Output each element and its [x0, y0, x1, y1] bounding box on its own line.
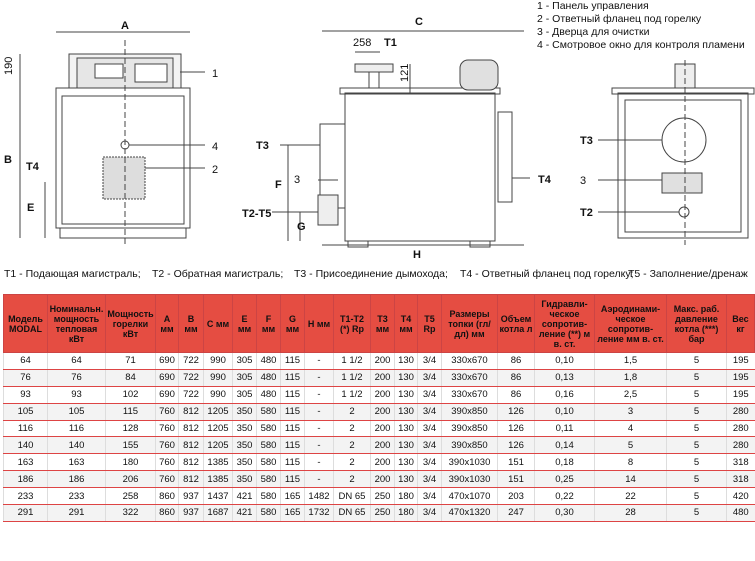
table-cell: 390x1030	[442, 454, 498, 471]
table-cell: 2	[334, 454, 371, 471]
table-cell: 200	[371, 403, 395, 420]
table-cell: 200	[371, 353, 395, 370]
table-cell: -	[305, 403, 334, 420]
table-cell: 690	[156, 386, 179, 403]
table-cell: 0,10	[535, 353, 595, 370]
table-cell: 330x670	[442, 386, 498, 403]
table-cell: 1205	[204, 420, 233, 437]
note-1: 1 - Панель управления	[537, 0, 649, 12]
table-header-cell: Гидравли-ческое сопротив-ление (**) м в. ст.	[535, 295, 595, 353]
back-body	[618, 93, 748, 238]
table-cell: 86	[498, 369, 535, 386]
table-cell: 2	[334, 403, 371, 420]
table-row	[4, 488, 755, 505]
label-190: 190	[3, 56, 15, 75]
table-cell: 580	[257, 454, 281, 471]
legend-t5: T5 - Заполнение/дренаж	[628, 268, 748, 280]
table-cell: 128	[106, 420, 156, 437]
table-cell: 250	[371, 488, 395, 505]
table-cell: 8	[595, 454, 667, 471]
table-cell: 3/4	[418, 471, 442, 488]
table-cell: 350	[233, 454, 257, 471]
label-T3-side: T3	[256, 140, 269, 152]
table-row	[4, 403, 755, 420]
table-cell: 151	[498, 454, 535, 471]
table-cell: 390x1030	[442, 471, 498, 488]
table-header-cell: Размеры топки (гл/дл) мм	[442, 295, 498, 353]
table-cell: 195	[727, 353, 755, 370]
table-cell: 5	[667, 488, 727, 505]
table-cell: 115	[281, 386, 305, 403]
table-header-cell: T1-T2 (*) Rp	[334, 295, 371, 353]
label-T1: T1	[384, 37, 397, 49]
label-T2-back: T2	[580, 207, 593, 219]
table-cell: -	[305, 454, 334, 471]
table-cell: 115	[281, 471, 305, 488]
table-cell: 126	[498, 403, 535, 420]
legend-t1: T1 - Подающая магистраль;	[4, 268, 141, 280]
table-row	[4, 471, 755, 488]
label-T3-back: T3	[580, 135, 593, 147]
table-cell: 1385	[204, 454, 233, 471]
table-cell: 1687	[204, 505, 233, 522]
table-cell: 200	[371, 471, 395, 488]
table-cell: 3/4	[418, 420, 442, 437]
table-cell: 116	[48, 420, 106, 437]
table-cell: 990	[204, 369, 233, 386]
table-cell: 3/4	[418, 505, 442, 522]
table-cell: 1437	[204, 488, 233, 505]
side-body	[345, 93, 495, 241]
table-cell: 3/4	[418, 369, 442, 386]
table-header-cell: Объем котла л	[498, 295, 535, 353]
table-cell: 1,8	[595, 369, 667, 386]
label-T4-front: T4	[26, 161, 39, 173]
connection-legend	[0, 268, 755, 284]
table-cell: 76	[48, 369, 106, 386]
table-cell: 115	[106, 403, 156, 420]
table-cell: 140	[4, 437, 48, 454]
table-header-cell: Модель MODAL	[4, 295, 48, 353]
table-cell: 71	[106, 353, 156, 370]
table-cell: 330x670	[442, 353, 498, 370]
table-cell: DN 65	[334, 505, 371, 522]
table-cell: 420	[727, 488, 755, 505]
table-cell: 580	[257, 505, 281, 522]
table-cell: 115	[281, 353, 305, 370]
table-cell: 1 1/2	[334, 369, 371, 386]
table-cell: -	[305, 369, 334, 386]
table-cell: 480	[727, 505, 755, 522]
label-n1: 1	[212, 68, 219, 80]
table-cell: 860	[156, 505, 179, 522]
label-G: G	[297, 221, 306, 233]
table-cell: 163	[48, 454, 106, 471]
technical-drawings	[0, 0, 755, 275]
table-cell: 580	[257, 437, 281, 454]
table-cell: 200	[371, 420, 395, 437]
table-cell: 93	[48, 386, 106, 403]
table-cell: 116	[4, 420, 48, 437]
table-cell: 3/4	[418, 353, 442, 370]
table-cell: 322	[106, 505, 156, 522]
table-header-cell: G мм	[281, 295, 305, 353]
table-cell: 0,13	[535, 369, 595, 386]
table-row	[4, 454, 755, 471]
table-cell: 115	[281, 437, 305, 454]
table-cell: 115	[281, 420, 305, 437]
table-row	[4, 420, 755, 437]
table-cell: -	[305, 386, 334, 403]
table-cell: 76	[4, 369, 48, 386]
table-cell: 860	[156, 488, 179, 505]
table-cell: 305	[233, 353, 257, 370]
table-cell: 470x1320	[442, 505, 498, 522]
table-header-cell: Мощность горелки кВт	[106, 295, 156, 353]
table-cell: -	[305, 471, 334, 488]
table-cell: 350	[233, 437, 257, 454]
table-cell: 180	[395, 488, 418, 505]
table-cell: 722	[179, 386, 204, 403]
table-cell: 5	[667, 353, 727, 370]
table-cell: 14	[595, 471, 667, 488]
table-cell: 5	[667, 505, 727, 522]
table-header-cell: C мм	[204, 295, 233, 353]
table-cell: 22	[595, 488, 667, 505]
table-cell: 3/4	[418, 488, 442, 505]
table-cell: 233	[48, 488, 106, 505]
table-cell: 480	[257, 353, 281, 370]
label-C: C	[415, 16, 423, 28]
table-cell: 130	[395, 471, 418, 488]
table-header-cell: Макс. раб. давление котла (***) бар	[667, 295, 727, 353]
table-header-cell: Номинальн. мощность тепловая кВт	[48, 295, 106, 353]
table-cell: 1385	[204, 471, 233, 488]
table-cell: 200	[371, 454, 395, 471]
table-cell: 186	[48, 471, 106, 488]
label-A: A	[121, 20, 129, 32]
table-cell: -	[305, 420, 334, 437]
table-cell: 580	[257, 488, 281, 505]
table-cell: 421	[233, 488, 257, 505]
table-cell: 5	[667, 471, 727, 488]
table-cell: 580	[257, 403, 281, 420]
table-header-cell: H мм	[305, 295, 334, 353]
table-cell: 812	[179, 454, 204, 471]
table-cell: 1205	[204, 437, 233, 454]
table-cell: 151	[498, 471, 535, 488]
table-cell: 258	[106, 488, 156, 505]
table-body	[4, 353, 755, 522]
table-cell: 2	[334, 437, 371, 454]
table-header-cell: A мм	[156, 295, 179, 353]
table-row	[4, 505, 755, 522]
table-cell: 390x850	[442, 403, 498, 420]
note-3: 3 - Дверца для очистки	[537, 26, 650, 38]
table-cell: 690	[156, 353, 179, 370]
table-cell: 937	[179, 488, 204, 505]
table-cell: 5	[667, 369, 727, 386]
table-cell: DN 65	[334, 488, 371, 505]
table-cell: 0,25	[535, 471, 595, 488]
table-cell: 291	[48, 505, 106, 522]
table-cell: 350	[233, 403, 257, 420]
table-cell: 130	[395, 420, 418, 437]
note-2: 2 - Ответный фланец под горелку	[537, 13, 702, 25]
note-4: 4 - Смотровое окно для контроля пламени	[537, 39, 745, 51]
table-cell: 722	[179, 353, 204, 370]
table-cell: -	[305, 353, 334, 370]
table-cell: 203	[498, 488, 535, 505]
table-cell: 115	[281, 403, 305, 420]
table-cell: 812	[179, 471, 204, 488]
table-cell: 480	[257, 386, 281, 403]
label-E: E	[27, 202, 35, 214]
table-cell: 247	[498, 505, 535, 522]
legend-t3: T3 - Присоединение дымохода;	[294, 268, 448, 280]
table-header-cell: T3 мм	[371, 295, 395, 353]
table-cell: 291	[4, 505, 48, 522]
table-cell: 3/4	[418, 454, 442, 471]
table-cell: 86	[498, 386, 535, 403]
table-cell: 180	[395, 505, 418, 522]
table-header-cell: Вес кг	[727, 295, 755, 353]
table-cell: 990	[204, 386, 233, 403]
table-cell: 130	[395, 369, 418, 386]
table-header-cell: F мм	[257, 295, 281, 353]
table-cell: 130	[395, 403, 418, 420]
table-cell: 206	[106, 471, 156, 488]
table-cell: 760	[156, 454, 179, 471]
table-cell: 126	[498, 420, 535, 437]
table-cell: 130	[395, 386, 418, 403]
table-cell: 470x1070	[442, 488, 498, 505]
table-cell: 1,5	[595, 353, 667, 370]
table-cell: 102	[106, 386, 156, 403]
table-row	[4, 369, 755, 386]
label-B: B	[4, 154, 12, 166]
table-cell: 0,11	[535, 420, 595, 437]
label-n4: 4	[212, 141, 219, 153]
label-n3-back: 3	[580, 175, 587, 187]
table-row	[4, 437, 755, 454]
table-cell: 250	[371, 505, 395, 522]
table-cell: 280	[727, 437, 755, 454]
table-cell: 280	[727, 403, 755, 420]
drawing-svg	[0, 0, 755, 268]
table-cell: 580	[257, 420, 281, 437]
table-cell: 5	[667, 437, 727, 454]
table-cell: 812	[179, 403, 204, 420]
table-cell: 233	[4, 488, 48, 505]
table-cell: 1482	[305, 488, 334, 505]
table-cell: 165	[281, 488, 305, 505]
legend-t4: T4 - Ответный фланец под горелку;	[460, 268, 634, 280]
table-cell: 350	[233, 471, 257, 488]
table-cell: 812	[179, 437, 204, 454]
table-cell: 0,22	[535, 488, 595, 505]
table-cell: 5	[667, 403, 727, 420]
table-header-cell: T4 мм	[395, 295, 418, 353]
table-cell: 64	[4, 353, 48, 370]
table-cell: 2	[334, 420, 371, 437]
legend-t2: T2 - Обратная магистраль;	[152, 268, 284, 280]
table-cell: 390x850	[442, 437, 498, 454]
table-row	[4, 386, 755, 403]
table-header-row	[4, 295, 755, 353]
label-T2T5: T2-T5	[242, 208, 272, 220]
table-cell: 1 1/2	[334, 386, 371, 403]
table-cell: 990	[204, 353, 233, 370]
label-F: F	[275, 179, 282, 191]
table-cell: 760	[156, 437, 179, 454]
table-cell: 195	[727, 369, 755, 386]
table-row	[4, 353, 755, 370]
label-258: 258	[353, 37, 372, 49]
table-cell: 305	[233, 369, 257, 386]
table-cell: 5	[667, 386, 727, 403]
table-cell: 180	[106, 454, 156, 471]
table-cell: 5	[595, 437, 667, 454]
table-cell: 280	[727, 420, 755, 437]
table-cell: 390x850	[442, 420, 498, 437]
table-cell: 126	[498, 437, 535, 454]
table-cell: 3/4	[418, 403, 442, 420]
table-cell: 115	[281, 454, 305, 471]
table-cell: 3/4	[418, 386, 442, 403]
table-cell: 130	[395, 353, 418, 370]
table-cell: 163	[4, 454, 48, 471]
table-cell: 200	[371, 369, 395, 386]
table-cell: 5	[667, 420, 727, 437]
table-cell: 28	[595, 505, 667, 522]
table-cell: 760	[156, 403, 179, 420]
table-cell: 690	[156, 369, 179, 386]
table-cell: 760	[156, 471, 179, 488]
table-cell: -	[305, 437, 334, 454]
table-cell: 186	[4, 471, 48, 488]
table-cell: 200	[371, 386, 395, 403]
label-121: 121	[399, 63, 411, 82]
table-cell: 3	[595, 403, 667, 420]
table-cell: 722	[179, 369, 204, 386]
table-cell: 937	[179, 505, 204, 522]
table-header-cell: Аэродинами-ческое сопротив-ление мм в. ст.	[595, 295, 667, 353]
table-header-cell: E мм	[233, 295, 257, 353]
table-cell: 130	[395, 437, 418, 454]
table-cell: 195	[727, 386, 755, 403]
specs-table	[3, 294, 755, 522]
table-cell: 115	[281, 369, 305, 386]
table-cell: 1732	[305, 505, 334, 522]
label-n2: 2	[212, 164, 219, 176]
table-cell: 350	[233, 420, 257, 437]
table-header-cell: T5 Rp	[418, 295, 442, 353]
table-cell: 421	[233, 505, 257, 522]
label-H: H	[413, 249, 421, 261]
table-cell: 5	[667, 454, 727, 471]
table-cell: 330x670	[442, 369, 498, 386]
table-cell: 64	[48, 353, 106, 370]
table-cell: 155	[106, 437, 156, 454]
table-cell: 4	[595, 420, 667, 437]
table-cell: 200	[371, 437, 395, 454]
table-cell: 318	[727, 454, 755, 471]
table-cell: 760	[156, 420, 179, 437]
table-cell: 0,18	[535, 454, 595, 471]
table-cell: 130	[395, 454, 418, 471]
label-T4-side: T4	[538, 174, 551, 186]
table-cell: 0,14	[535, 437, 595, 454]
table-cell: 93	[4, 386, 48, 403]
table-cell: 1205	[204, 403, 233, 420]
table-cell: 2,5	[595, 386, 667, 403]
table-cell: 0,10	[535, 403, 595, 420]
table-cell: 105	[4, 403, 48, 420]
table-cell: 2	[334, 471, 371, 488]
table-cell: 318	[727, 471, 755, 488]
table-cell: 3/4	[418, 437, 442, 454]
table-cell: 140	[48, 437, 106, 454]
table-cell: 580	[257, 471, 281, 488]
table-cell: 86	[498, 353, 535, 370]
table-cell: 105	[48, 403, 106, 420]
table-cell: 480	[257, 369, 281, 386]
table-cell: 0,30	[535, 505, 595, 522]
label-n3-side: 3	[294, 174, 301, 186]
table-cell: 812	[179, 420, 204, 437]
table-cell: 84	[106, 369, 156, 386]
table-cell: 305	[233, 386, 257, 403]
table-cell: 165	[281, 505, 305, 522]
table-cell: 1 1/2	[334, 353, 371, 370]
table-cell: 0,16	[535, 386, 595, 403]
table-header-cell: B мм	[179, 295, 204, 353]
